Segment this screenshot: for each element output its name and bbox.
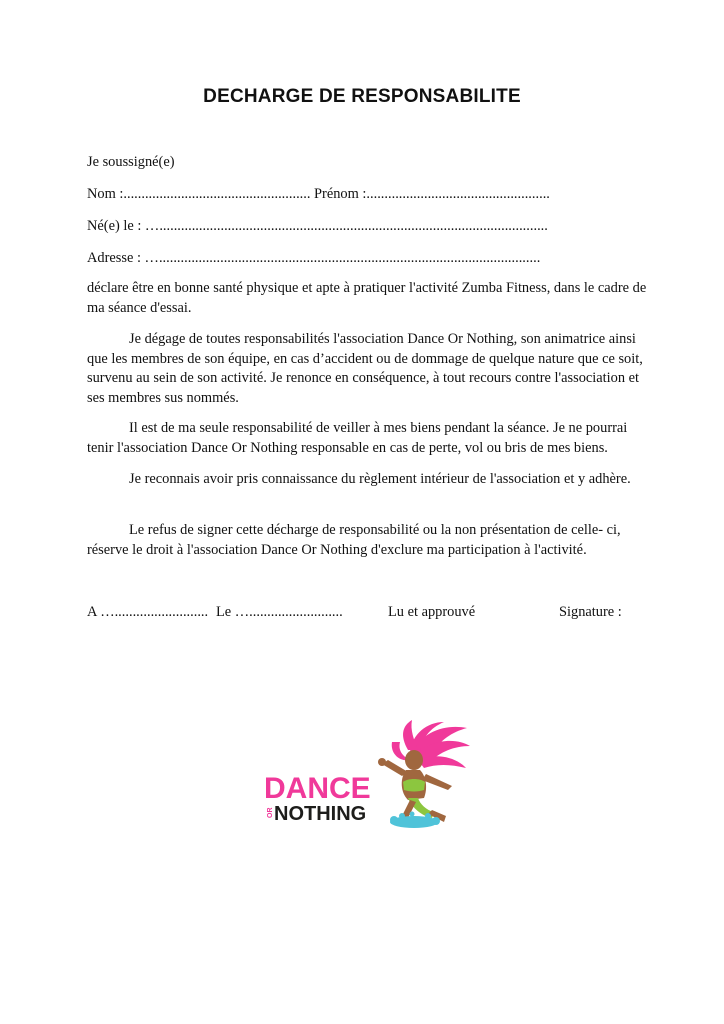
intro-text: Je soussigné(e): [87, 154, 175, 170]
logo-word-or: OR: [267, 807, 274, 818]
signature-place: A …..........................: [87, 604, 209, 620]
paragraph-rules: Je reconnais avoir pris connaissance du règlement intérieur de l'association et y adhère.: [129, 471, 631, 487]
dance-or-nothing-logo: [262, 720, 472, 835]
document-title: DECHARGE DE RESPONSABILITE: [203, 86, 521, 107]
address-field: Adresse : …..........................................................................................................: [87, 250, 541, 266]
logo-word-nothing: NOTHING: [274, 803, 367, 825]
logo-word-dance: DANCE: [264, 772, 371, 805]
paragraph-health: déclare être en bonne santé physique et apte à pratiquer l'activité Zumba Fitness, dans le cadre de ma séance d'essai.: [87, 280, 647, 316]
paragraph-liability: Je dégage de toutes responsabilités l'association Dance Or Nothing, son animatrice ainsi que les membres de son équipe, en cas d’accident ou de dommage de quelque nature que ce soit, survenu au sein de son activité. Je renonce en conséquence, à tout recours contre l'association et ses membres sus nommés.: [87, 331, 643, 406]
signature-approved: Lu et approuvé: [388, 604, 476, 620]
signature-label: Signature :: [559, 604, 622, 620]
birthdate-field: Né(e) le : …............................................................................................................: [87, 218, 548, 234]
paragraph-belongings: Il est de ma seule responsabilité de veiller à mes biens pendant la séance. Je ne pourrai tenir l'association Dance Or Nothing responsable en cas de perte, vol ou bris de mes biens.: [87, 420, 628, 456]
paragraph-refusal: Le refus de signer cette décharge de responsabilité ou la non présentation de celle- ci, réserve le droit à l'association Dance Or Nothing d'exclure ma participation à l'activité.: [87, 522, 621, 558]
name-field: Nom :.................................................... Prénom :...................................................: [87, 186, 550, 202]
dancer-hair-icon: [392, 720, 470, 768]
signature-date: Le …..........................: [216, 604, 343, 620]
